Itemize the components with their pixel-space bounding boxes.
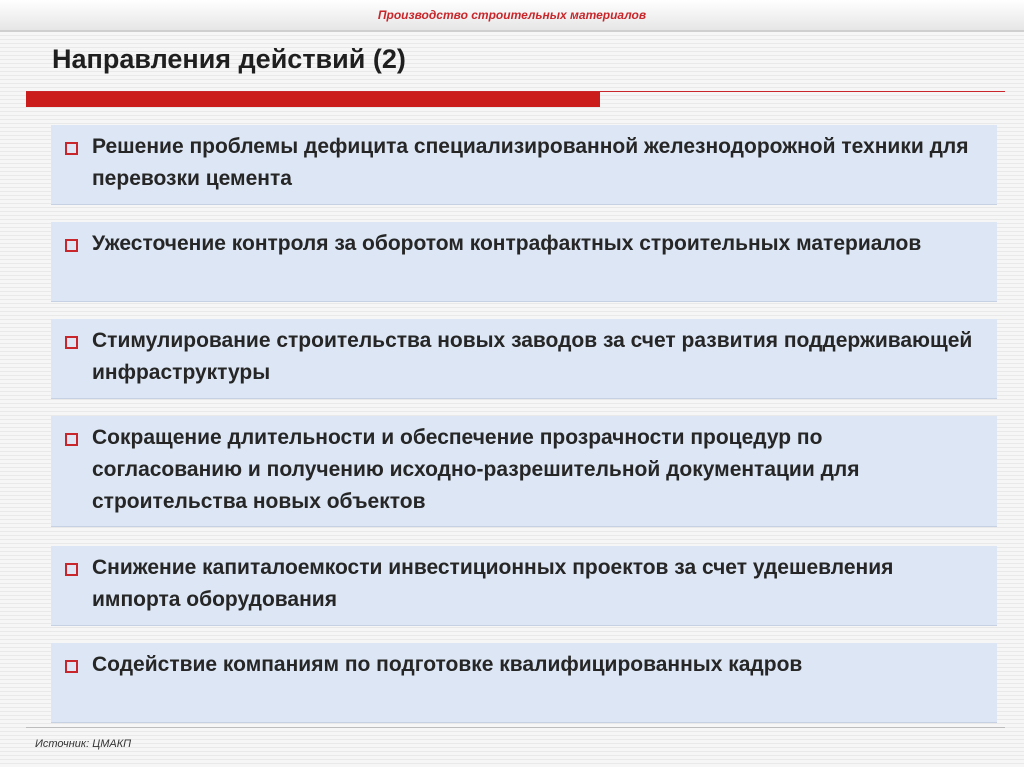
hollow-square-bullet-icon — [65, 563, 78, 576]
header-subtitle: Производство строительных материалов — [377, 8, 647, 22]
hollow-square-bullet-icon — [65, 433, 78, 446]
list-item-text: Снижение капиталоемкости инвестиционных проектов за счет удешевления импорта оборудования — [92, 556, 894, 611]
hollow-square-bullet-icon — [65, 239, 78, 252]
footer-divider — [26, 727, 1005, 728]
hollow-square-bullet-icon — [65, 142, 78, 155]
list-item-text: Решение проблемы дефицита специализированной железнодорожной техники для перевозки цемента — [92, 135, 969, 190]
list-item-text: Сокращение длительности и обеспечение прозрачности процедур по согласованию и получению исходно-разрешительной документации для строительства новых объектов — [92, 426, 860, 513]
list-item-text: Содействие компаниям по подготовке квалифицированных кадров — [92, 653, 803, 676]
list-item-text: Стимулирование строительства новых заводов за счет развития поддерживающей инфраструктуры — [92, 329, 973, 384]
hollow-square-bullet-icon — [65, 660, 78, 673]
page-title: Направления действий (2) — [52, 44, 406, 74]
list-item — [51, 546, 997, 626]
list-item — [51, 125, 997, 205]
hollow-square-bullet-icon — [65, 336, 78, 349]
list-item — [51, 416, 997, 527]
list-item-text: Ужесточение контроля за оборотом контрафактных строительных материалов — [92, 232, 922, 255]
list-item — [51, 643, 997, 723]
list-item — [51, 222, 997, 302]
list-item — [51, 319, 997, 399]
source-note: Источник: ЦМАКП — [35, 738, 132, 750]
title-accent-bar — [26, 92, 600, 107]
